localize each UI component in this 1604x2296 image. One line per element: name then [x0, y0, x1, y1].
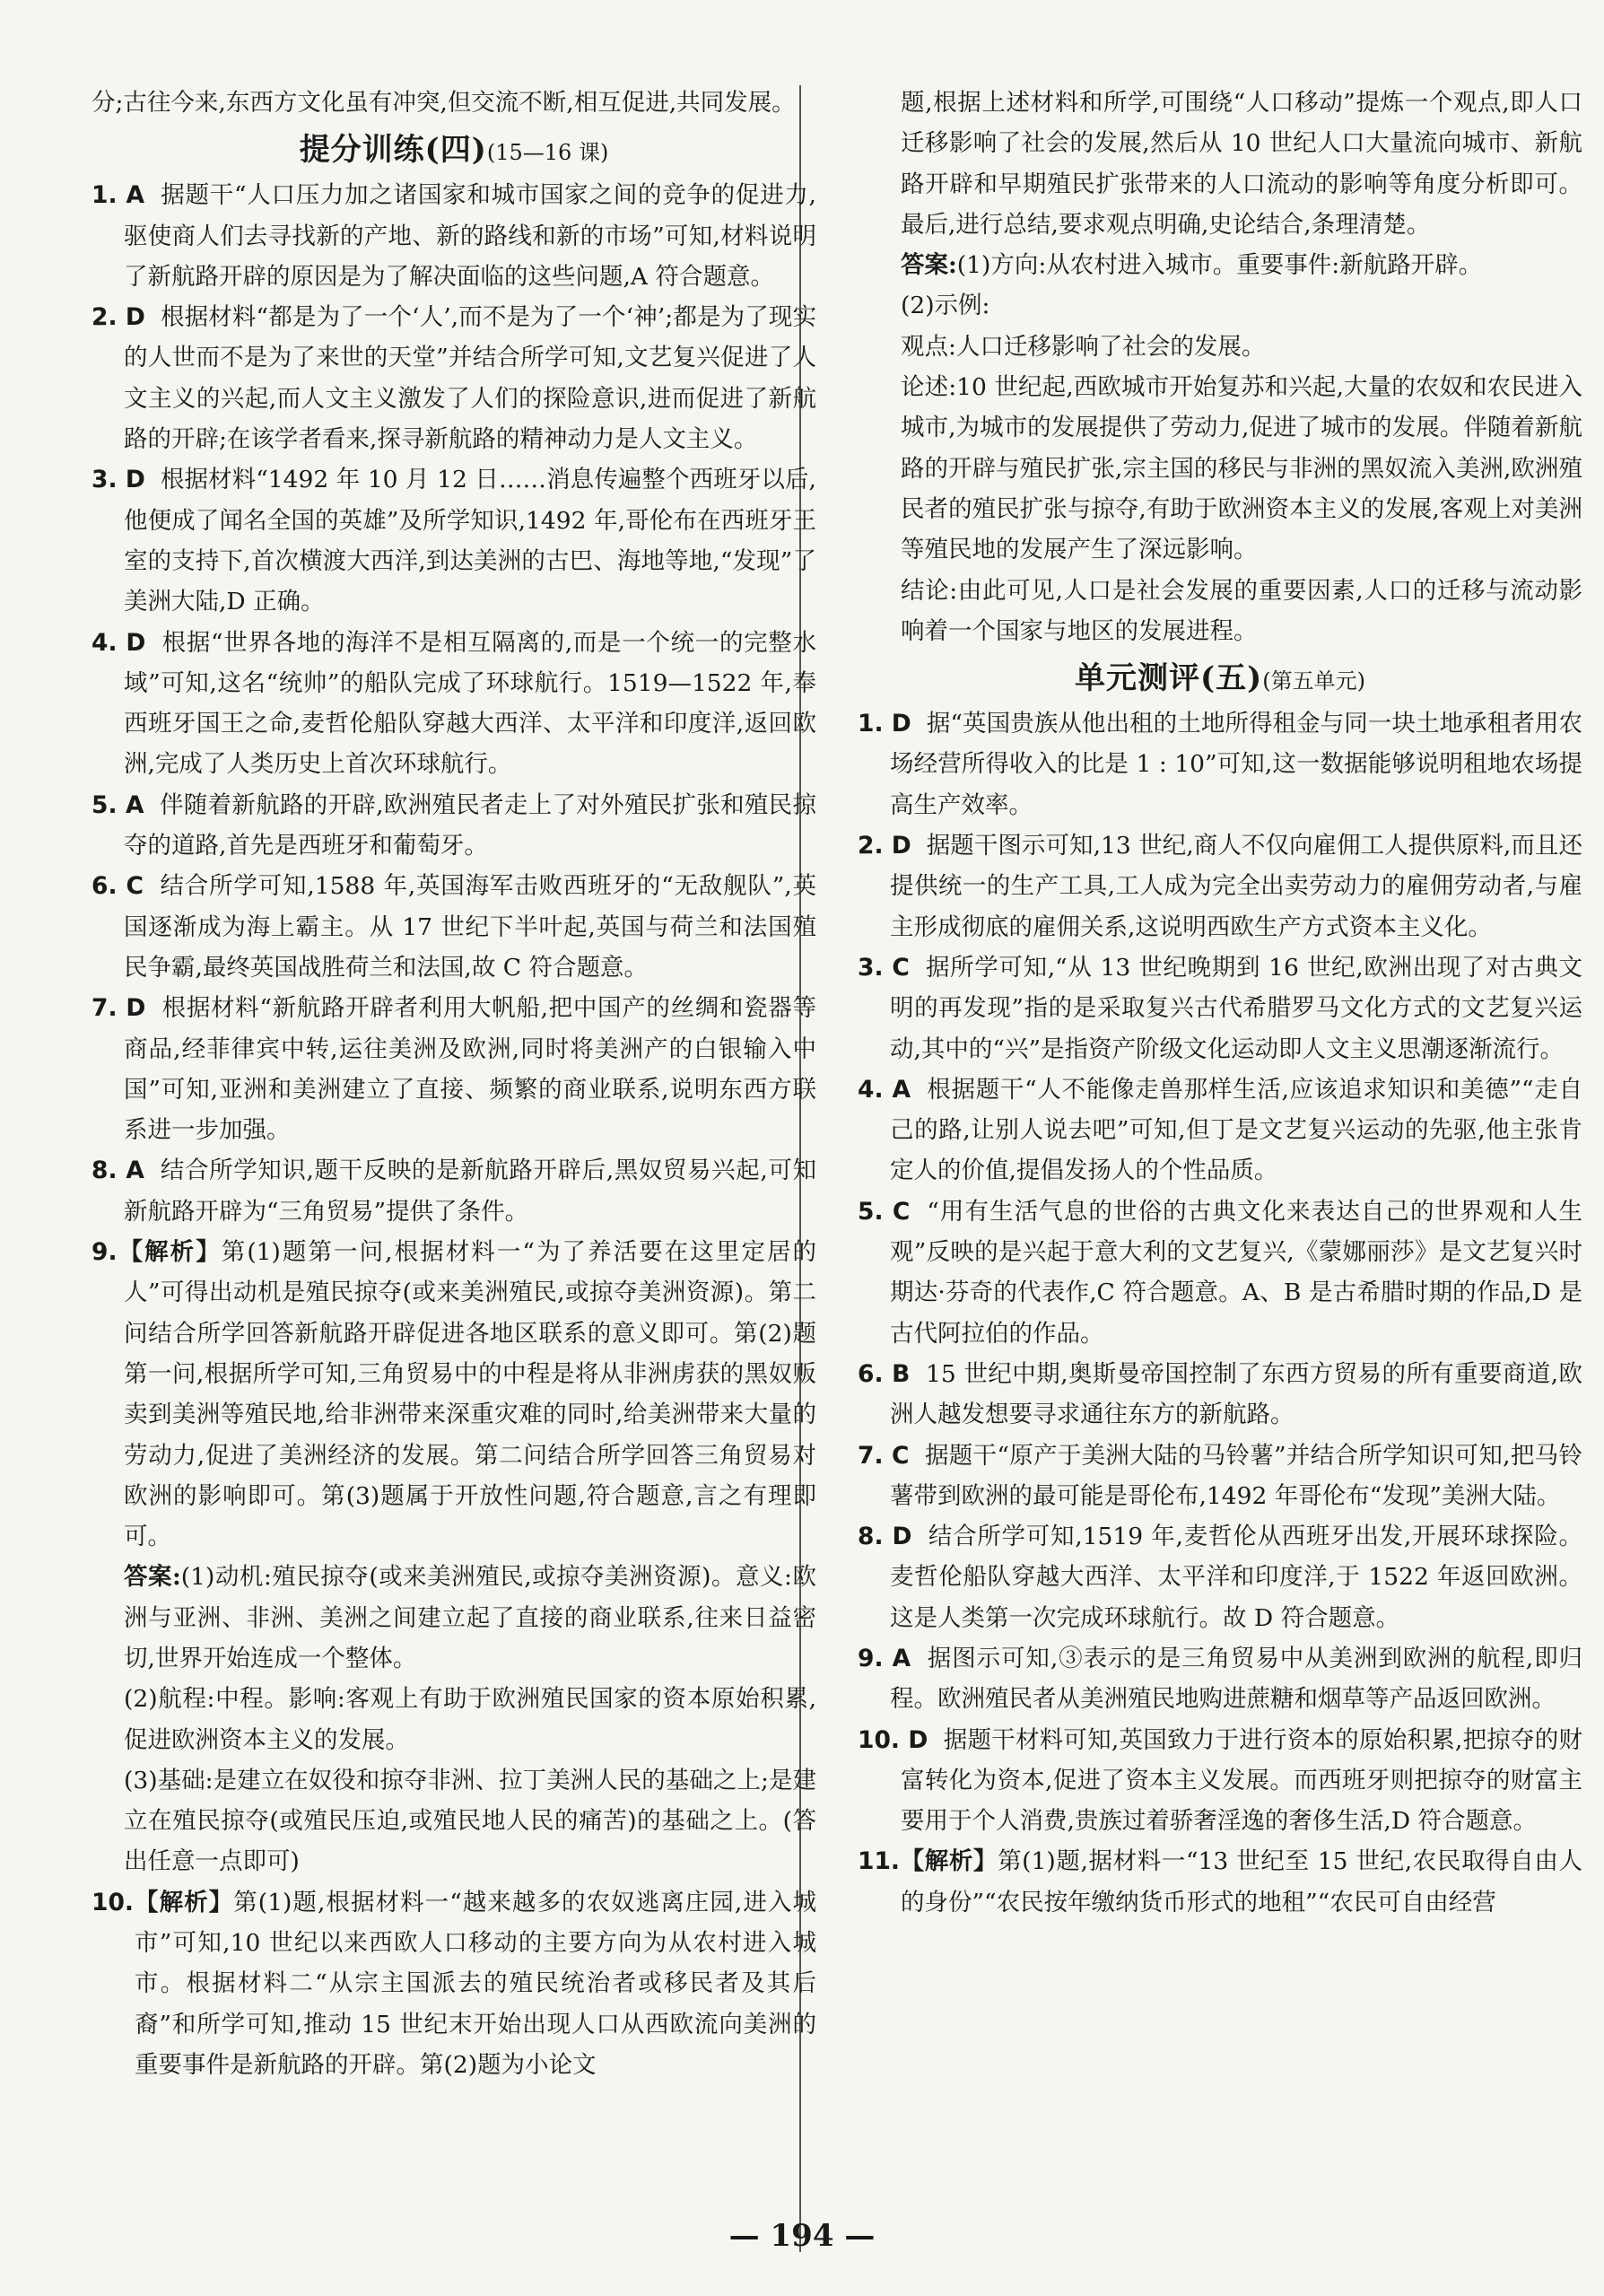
section-subheading: (第五单元) [1262, 668, 1365, 694]
item-number: 9. [92, 1238, 118, 1267]
section-subheading: (15—16 课) [486, 140, 609, 166]
answer-text: (1)方向:从农村进入城市。重要事件:新航路开辟。 [956, 251, 1483, 280]
section-title-unit-test-5 [858, 655, 1582, 702]
item-text: 据“英国贵族从他出租的土地所得租金与同一块土地承租者用农场经营所得收入的比是 1 : 10”可知,这一数据能够说明租地农场提高生产效率。 [890, 710, 1582, 819]
answer-9-part-2: (2)航程:中程。影响:客观上有助于欧洲殖民国家的资本原始积累,促进欧洲资本主义的发展。 [124, 1685, 816, 1754]
item-number: 2. D [858, 832, 911, 860]
item-text: 根据“世界各地的海洋不是相互隔离的,而是一个统一的完整水域”可知,这名“统帅”的船队完成了环球航行。1519—1522 年,奉西班牙国王之命,麦哲伦船队穿越大西洋、太平洋和印度洋,返回欧洲,完成了人类历史上首次环球航行。 [124, 628, 816, 779]
item-number: 4. D [92, 628, 146, 657]
item-text: 据题干材料可知,英国致力于进行资本的原始积累,把掠夺的财富转化为资本,促进了资本主义发展。而西班牙则把掠夺的财富主要用于个人消费,贵族过着骄奢淫逸的奢侈生活,D 符合题意。 [901, 1725, 1582, 1836]
item-text: 结合所学可知,1588 年,英国海军击败西班牙的“无敌舰队”,英国逐渐成为海上霸主。从 17 世纪下半叶起,英国与荷兰和法国殖民争霸,最终英国战胜荷兰和法国,故 C 符合题意。 [124, 872, 816, 982]
item-number: 5. A [92, 790, 144, 819]
intro-paragraph: 分;古往今来,东西方文化虽有冲突,但交流不断,相互促进,共同发展。 [92, 89, 796, 117]
left-column [92, 83, 816, 2085]
item-text: 据题干“原产于美洲大陆的马铃薯”并结合所学知识可知,把马铃薯带到欧洲的最可能是哥伦布,1492 年哥伦布“发现”美洲大陆。 [890, 1441, 1582, 1510]
item-text: “用有生活气息的世俗的古典文化来表达自己的世界观和人生观”反映的是兴起于意大利的文艺复兴,《蒙娜丽莎》是文艺复兴时期达·芬奇的代表作,C 符合题意。A、B 是古希腊时期的作品,D 是古代阿拉伯的作品。 [890, 1197, 1582, 1348]
answer-item-7 [858, 1436, 1582, 1517]
item-number: 8. D [858, 1523, 912, 1551]
item-number: 10. [92, 1888, 134, 1916]
page-number: — 194 — [728, 2218, 876, 2254]
section-heading: 提分训练(四) [299, 132, 487, 169]
answer-item-11-analysis [858, 1841, 1582, 1923]
item-number: 10. D [858, 1725, 928, 1754]
answer-10-analysis-continued: 题,根据上述材料和所学,可围绕“人口移动”提炼一个观点,即人口迁移影响了社会的发展,然后从 10 世纪人口大量流向城市、新航路开辟和早期殖民扩张带来的人口流动的影响等角度分析即可。最后,进行总结,要求观点明确,史论结合,条理清楚。 [901, 89, 1582, 239]
analysis-tag: 【解析】 [117, 1238, 222, 1267]
analysis-tag: 【解析】 [899, 1847, 998, 1876]
answer-item-9 [858, 1638, 1582, 1720]
item-text: 根据材料“都是为了一个‘人’,而不是为了一个‘神’;都是为了现实的人世而不是为了来世的天堂”并结合所学可知,文艺复兴促进了人文主义的兴起,而人文主义激发了人们的探险意识,进而促进了新航路的开辟;在该学者看来,探寻新航路的精神动力是人文主义。 [124, 303, 817, 454]
answer-10-viewpoint: 观点:人口迁移影响了社会的发展。 [901, 332, 1266, 361]
answer-item-3 [92, 459, 816, 622]
answer-10-conclusion: 结论:由此可见,人口是社会发展的重要因素,人口的迁移与流动影响着一个国家与地区的发展进程。 [901, 576, 1582, 645]
answer-item-4 [858, 1069, 1582, 1192]
analysis-tag: 【解析】 [133, 1888, 234, 1916]
item-text: 伴随着新航路的开辟,欧洲殖民者走上了对外殖民扩张和殖民掠夺的道路,首先是西班牙和葡萄牙。 [124, 790, 816, 860]
right-column [858, 83, 1582, 1923]
answer-10-part-1 [858, 245, 1582, 285]
answer-item-2 [858, 825, 1582, 947]
answer-item-6 [92, 866, 816, 988]
item-number: 6. C [92, 872, 144, 901]
item-text: 据题干“人口压力加之诸国家和城市国家之间的竞争的促进力,驱使商人们去寻找新的产地、新的路线和新的市场”可知,材料说明了新航路开辟的原因是为了解决面临的这些问题,A 符合题意。 [124, 181, 816, 291]
answer-item-1 [858, 703, 1582, 825]
item-number: 5. C [858, 1197, 911, 1226]
item-number: 1. A [92, 181, 144, 210]
answer-item-10 [858, 1720, 1582, 1842]
item-number: 7. C [858, 1441, 910, 1470]
item-number: 9. A [858, 1644, 911, 1672]
answer-9-part-3: (3)基础:是建立在奴役和掠夺非洲、拉丁美洲人民的基础之上;是建立在殖民掠夺(或殖民压迫,或殖民地人民的痛苦)的基础之上。(答出任意一点即可) [124, 1766, 816, 1876]
answer-item-4 [92, 623, 816, 785]
item-text: 15 世纪中期,奥斯曼帝国控制了东西方贸易的所有重要商道,欧洲人越发想要寻求通往东方的新航路。 [890, 1359, 1582, 1429]
answer-item-8 [92, 1150, 816, 1232]
analysis-text: 第(1)题第一问,根据材料一“为了养活要在这里定居的人”可得出动机是殖民掠夺(或来美洲殖民,或掠夺美洲资源)。第二问结合所学回答新航路开辟促进各地区联系的意义即可。第(2)题第一问,根据所学可知,三角贸易中的中程是将从非洲虏获的黑奴贩卖到美洲等殖民地,给非洲带来深重灾难的同时,给美洲带来大量的劳动力,促进了美洲经济的发展。第二问结合所学回答三角贸易对欧洲的影响即可。第(3)题属于开放性问题,符合题意,言之有理即可。 [124, 1238, 816, 1551]
item-text: 结合所学知识,题干反映的是新航路开辟后,黑奴贸易兴起,可知新航路开辟为“三角贸易”提供了条件。 [124, 1157, 816, 1226]
answer-9-part-1 [92, 1557, 816, 1679]
item-number: 4. A [858, 1075, 911, 1104]
item-number: 7. D [92, 994, 146, 1023]
item-text: 根据材料“1492 年 10 月 12 日……消息传遍整个西班牙以后,他便成了闻名全国的英雄”及所学知识,1492 年,哥伦布在西班牙王室的支持下,首次横渡大西洋,到达美洲的古巴、海地等地,“发现”了美洲大陆,D 正确。 [124, 466, 816, 616]
section-title-practice-4 [92, 127, 816, 173]
answer-item-6 [858, 1354, 1582, 1436]
item-text: 根据材料“新航路开辟者利用大帆船,把中国产的丝绸和瓷器等商品,经菲律宾中转,运往美洲及欧洲,同时将美洲产的白银输入中国”可知,亚洲和美洲建立了直接、频繁的商业联系,说明东西方联系进一步加强。 [124, 994, 816, 1145]
answer-item-2 [92, 297, 816, 459]
answer-item-5 [92, 785, 816, 867]
item-text: 据图示可知,③表示的是三角贸易中从美洲到欧洲的航程,即归程。欧洲殖民者从美洲殖民地购进蔗糖和烟草等产品返回欧洲。 [890, 1644, 1582, 1714]
answer-text: (1)动机:殖民掠夺(或来美洲殖民,或掠夺美洲资源)。意义:欧洲与亚洲、非洲、美洲之间建立起了直接的商业联系,往来日益密切,世界开始连成一个整体。 [124, 1563, 816, 1672]
answer-item-7 [92, 988, 816, 1150]
answer-item-9-analysis [92, 1232, 816, 1557]
item-number: 3. D [92, 466, 145, 494]
analysis-text: 第(1)题,据材料一“13 世纪至 15 世纪,农民取得自由人的身份”“农民按年缴纳货币形式的地租”“农民可自由经营 [901, 1847, 1582, 1916]
item-number: 2. D [92, 303, 145, 332]
answer-item-8 [858, 1516, 1582, 1638]
analysis-text: 第(1)题,根据材料一“越来越多的农奴逃离庄园,进入城市”可知,10 世纪以来西欧人口移动的主要方向为从农村进入城市。根据材料二“从宗主国派去的殖民统治者或移民者及其后裔”和所学可知,推动 15 世纪末开始出现人口从西欧流向美洲的重要事件是新航路的开辟。第(2)题为小论文 [135, 1888, 816, 2079]
answer-tag: 答案: [124, 1563, 181, 1592]
item-text: 结合所学可知,1519 年,麦哲伦从西班牙出发,开展环球探险。麦哲伦船队穿越大西洋、太平洋和印度洋,于 1522 年返回欧洲。这是人类第一次完成环球航行。故 D 符合题意。 [890, 1523, 1583, 1632]
item-number: 1. D [858, 710, 911, 738]
answer-10-part-2-label: (2)示例: [901, 292, 990, 320]
item-number: 6. B [858, 1359, 911, 1388]
answer-10-argument: 论述:10 世纪起,西欧城市开始复苏和兴起,大量的农奴和农民进入城市,为城市的发展提供了劳动力,促进了城市的发展。伴随着新航路的开辟与殖民扩张,宗主国的移民与非洲的黑奴流入美洲,欧洲殖民者的殖民扩张与掠夺,有助于欧洲资本主义的发展,客观上对美洲等殖民地的发展产生了深远影响。 [901, 373, 1582, 564]
answer-item-1 [92, 175, 816, 297]
item-text: 据题干图示可知,13 世纪,商人不仅向雇佣工人提供原料,而且还提供统一的生产工具,工人成为完全出卖劳动力的雇佣劳动者,与雇主形成彻底的雇佣关系,这说明西欧生产方式资本主义化。 [890, 832, 1582, 941]
item-number: 11. [858, 1847, 900, 1876]
item-text: 根据题干“人不能像走兽那样生活,应该追求知识和美德”“走自己的路,让别人说去吧”可知,但丁是文艺复兴运动的先驱,他主张肯定人的价值,提倡发扬人的个性品质。 [890, 1075, 1582, 1185]
answer-item-10-analysis [92, 1882, 816, 2085]
answer-item-5 [858, 1192, 1582, 1354]
item-number: 3. C [858, 953, 910, 982]
section-heading: 单元测评(五) [1075, 660, 1263, 697]
item-text: 据所学可知,“从 13 世纪晚期到 16 世纪,欧洲出现了对古典文明的再发现”指的是采取复兴古代希腊罗马文化方式的文艺复兴运动,其中的“兴”是指资产阶级文化运动即人文主义思潮逐渐流行。 [890, 953, 1582, 1063]
answer-item-3 [858, 947, 1582, 1069]
answer-tag: 答案: [901, 251, 957, 280]
item-number: 8. A [92, 1157, 144, 1185]
